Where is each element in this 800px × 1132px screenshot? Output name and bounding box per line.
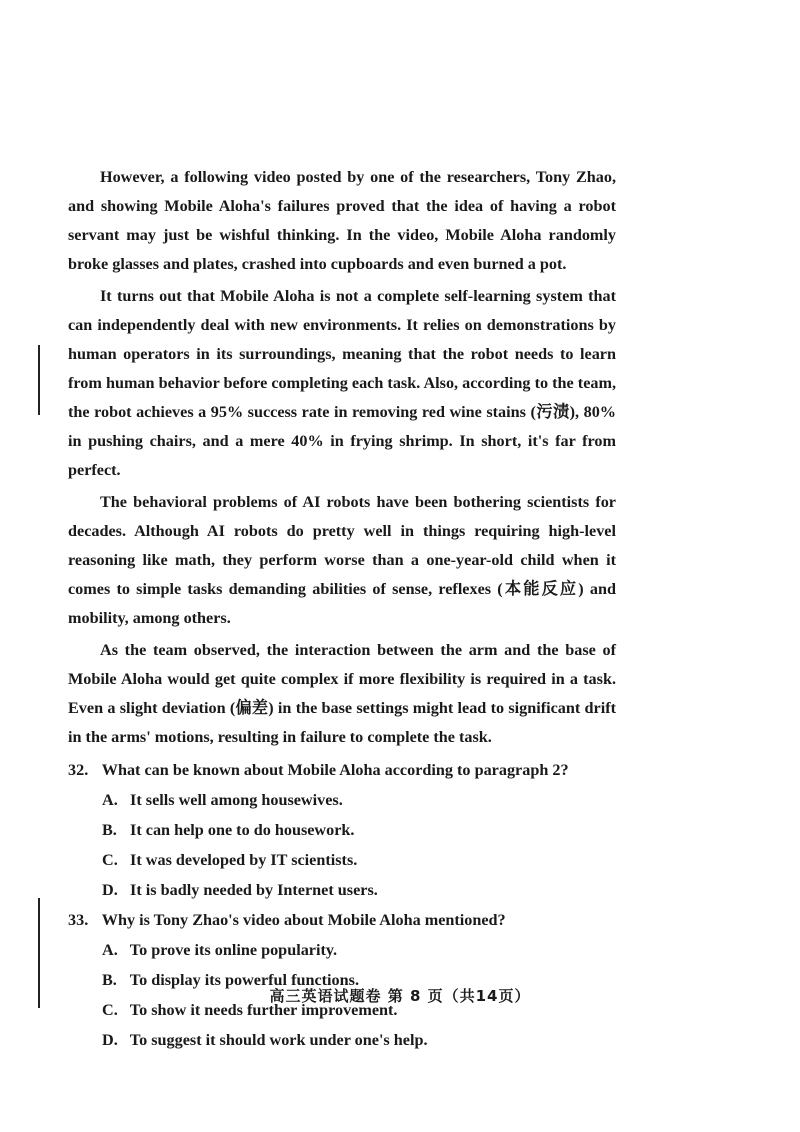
option-b — [102, 815, 616, 845]
option-text: To display its powerful functions. — [129, 971, 359, 989]
option-c — [102, 845, 616, 875]
question-32 — [68, 755, 616, 905]
option-list — [68, 785, 616, 905]
option-text: It is badly needed by Internet users. — [130, 881, 378, 899]
option-letter: A. — [102, 941, 118, 959]
option-text: It sells well among housewives. — [130, 791, 343, 809]
option-text: To prove its online popularity. — [129, 941, 338, 959]
page-content — [68, 163, 616, 1055]
passage-paragraph: As the team observed, the interaction between the arm and the base of Mobile Aloha would get quite complex if more flexibility is required in a task. Even a slight deviation (偏差) in the base settings might lead to significant drift in the arms' motions, resulting in failure to complete the task. — [68, 641, 616, 746]
question-text: Why is Tony Zhao's video about Mobile Aloha mentioned? — [101, 911, 506, 929]
question-text: What can be known about Mobile Aloha according to paragraph 2? — [101, 761, 569, 779]
page-footer: 高三英语试题卷 第 8 页（共14页） — [269, 987, 531, 1005]
option-d — [102, 1025, 616, 1055]
option-text: It was developed by IT scientists. — [130, 851, 358, 869]
question-33 — [68, 905, 616, 1055]
option-d — [102, 875, 616, 905]
option-letter: D. — [102, 881, 118, 899]
option-a — [102, 935, 616, 965]
option-letter: C. — [102, 851, 118, 869]
passage-paragraph: The behavioral problems of AI robots have been bothering scientists for decades. Although AI robots do pretty well in things requiring high-level reasoning like math, they perform worse than a one-year-old child when it comes to simple tasks demanding abilities of sense, reflexes (本能反应) and mobility, among others. — [68, 493, 616, 627]
reading-passage — [68, 163, 616, 752]
scan-margin-mark — [38, 345, 40, 415]
option-a — [102, 785, 616, 815]
option-letter: A. — [102, 791, 118, 809]
option-letter: D. — [102, 1031, 118, 1049]
passage-paragraph: However, a following video posted by one of the researchers, Tony Zhao, and showing Mobile Aloha's failures proved that the idea of having a robot servant may just be wishful thinking. In the video, Mobile Aloha randomly broke glasses and plates, crashed into cupboards and even burned a pot. — [68, 168, 616, 273]
option-letter: B. — [102, 821, 117, 839]
option-text: To suggest it should work under one's help. — [129, 1031, 428, 1049]
passage-paragraph: It turns out that Mobile Aloha is not a complete self-learning system that can independently deal with new environments. It relies on demonstrations by human operators in its surroundings, meaning that the robot needs to learn from human behavior before completing each task. Also, according to the team, the robot achieves a 95% success rate in removing red wine stains (污渍), 80% in pushing chairs, and a mere 40% in frying shrimp. In short, it's far from perfect. — [68, 287, 616, 479]
option-letter: C. — [102, 1001, 118, 1019]
question-stem — [68, 905, 616, 935]
question-stem — [68, 755, 616, 785]
question-number: 32. — [68, 761, 89, 779]
option-letter: B. — [102, 971, 117, 989]
question-number: 33. — [68, 911, 89, 929]
option-text: It can help one to do housework. — [130, 821, 355, 839]
option-text: To show it needs further improvement. — [129, 1001, 398, 1019]
